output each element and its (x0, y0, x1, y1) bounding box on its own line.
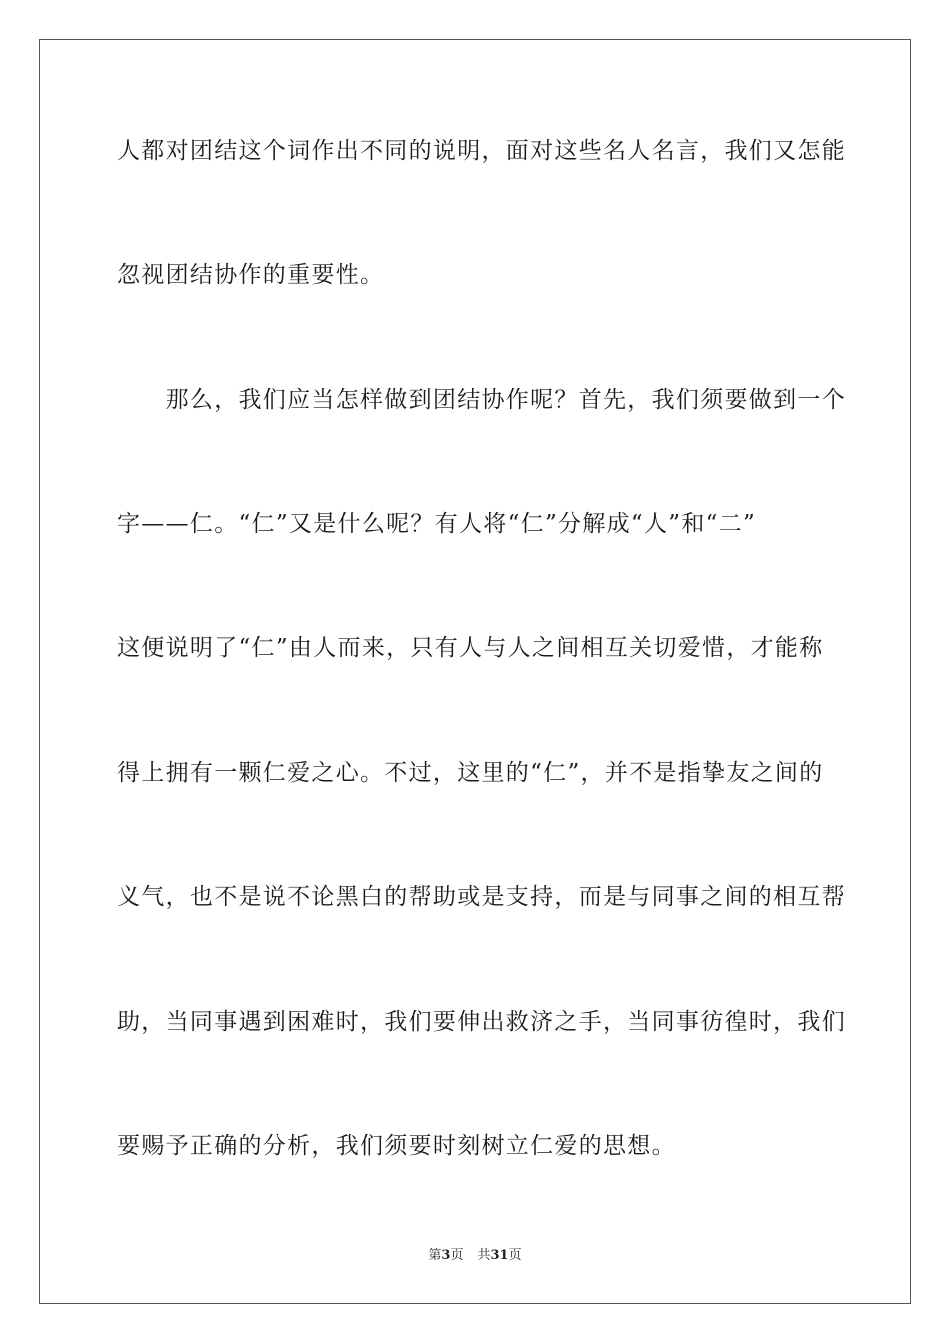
page-border (39, 39, 911, 1304)
footer-total-prefix: 共 (477, 1248, 491, 1263)
paragraph-line-6: 得上拥有一颗仁爱之心。不过，这里的“仁”，并不是指挚友之间的 (117, 760, 824, 786)
paragraph-line-4: 字——仁。“仁”又是什么呢？有人将“仁”分解成“人”和“二” (117, 511, 757, 537)
footer-page-suffix: 页 (450, 1248, 464, 1263)
paragraph-line-9: 要赐予正确的分析，我们须要时刻树立仁爱的思想。 (117, 1133, 676, 1159)
footer-page-number: 3 (441, 1248, 451, 1263)
footer-total-suffix: 页 (508, 1248, 522, 1263)
paragraph-line-1: 人都对团结这个词作出不同的说明，面对这些名人名言，我们又怎能 (117, 138, 846, 164)
paragraph-line-2: 忽视团结协作的重要性。 (117, 262, 385, 288)
paragraph-line-7: 义气，也不是说不论黑白的帮助或是支持，而是与同事之间的相互帮 (117, 884, 846, 910)
paragraph-line-3: 那么，我们应当怎样做到团结协作呢？首先，我们须要做到一个 (117, 387, 846, 413)
paragraph-line-5: 这便说明了“仁”由人而来，只有人与人之间相互关切爱惜，才能称 (117, 635, 824, 661)
footer-total-pages: 31 (490, 1248, 509, 1263)
paragraph-line-8: 助，当同事遇到困难时，我们要伸出救济之手，当同事彷徨时，我们 (117, 1009, 846, 1035)
page-footer (0, 1247, 950, 1265)
footer-page-prefix: 第 (428, 1248, 442, 1263)
